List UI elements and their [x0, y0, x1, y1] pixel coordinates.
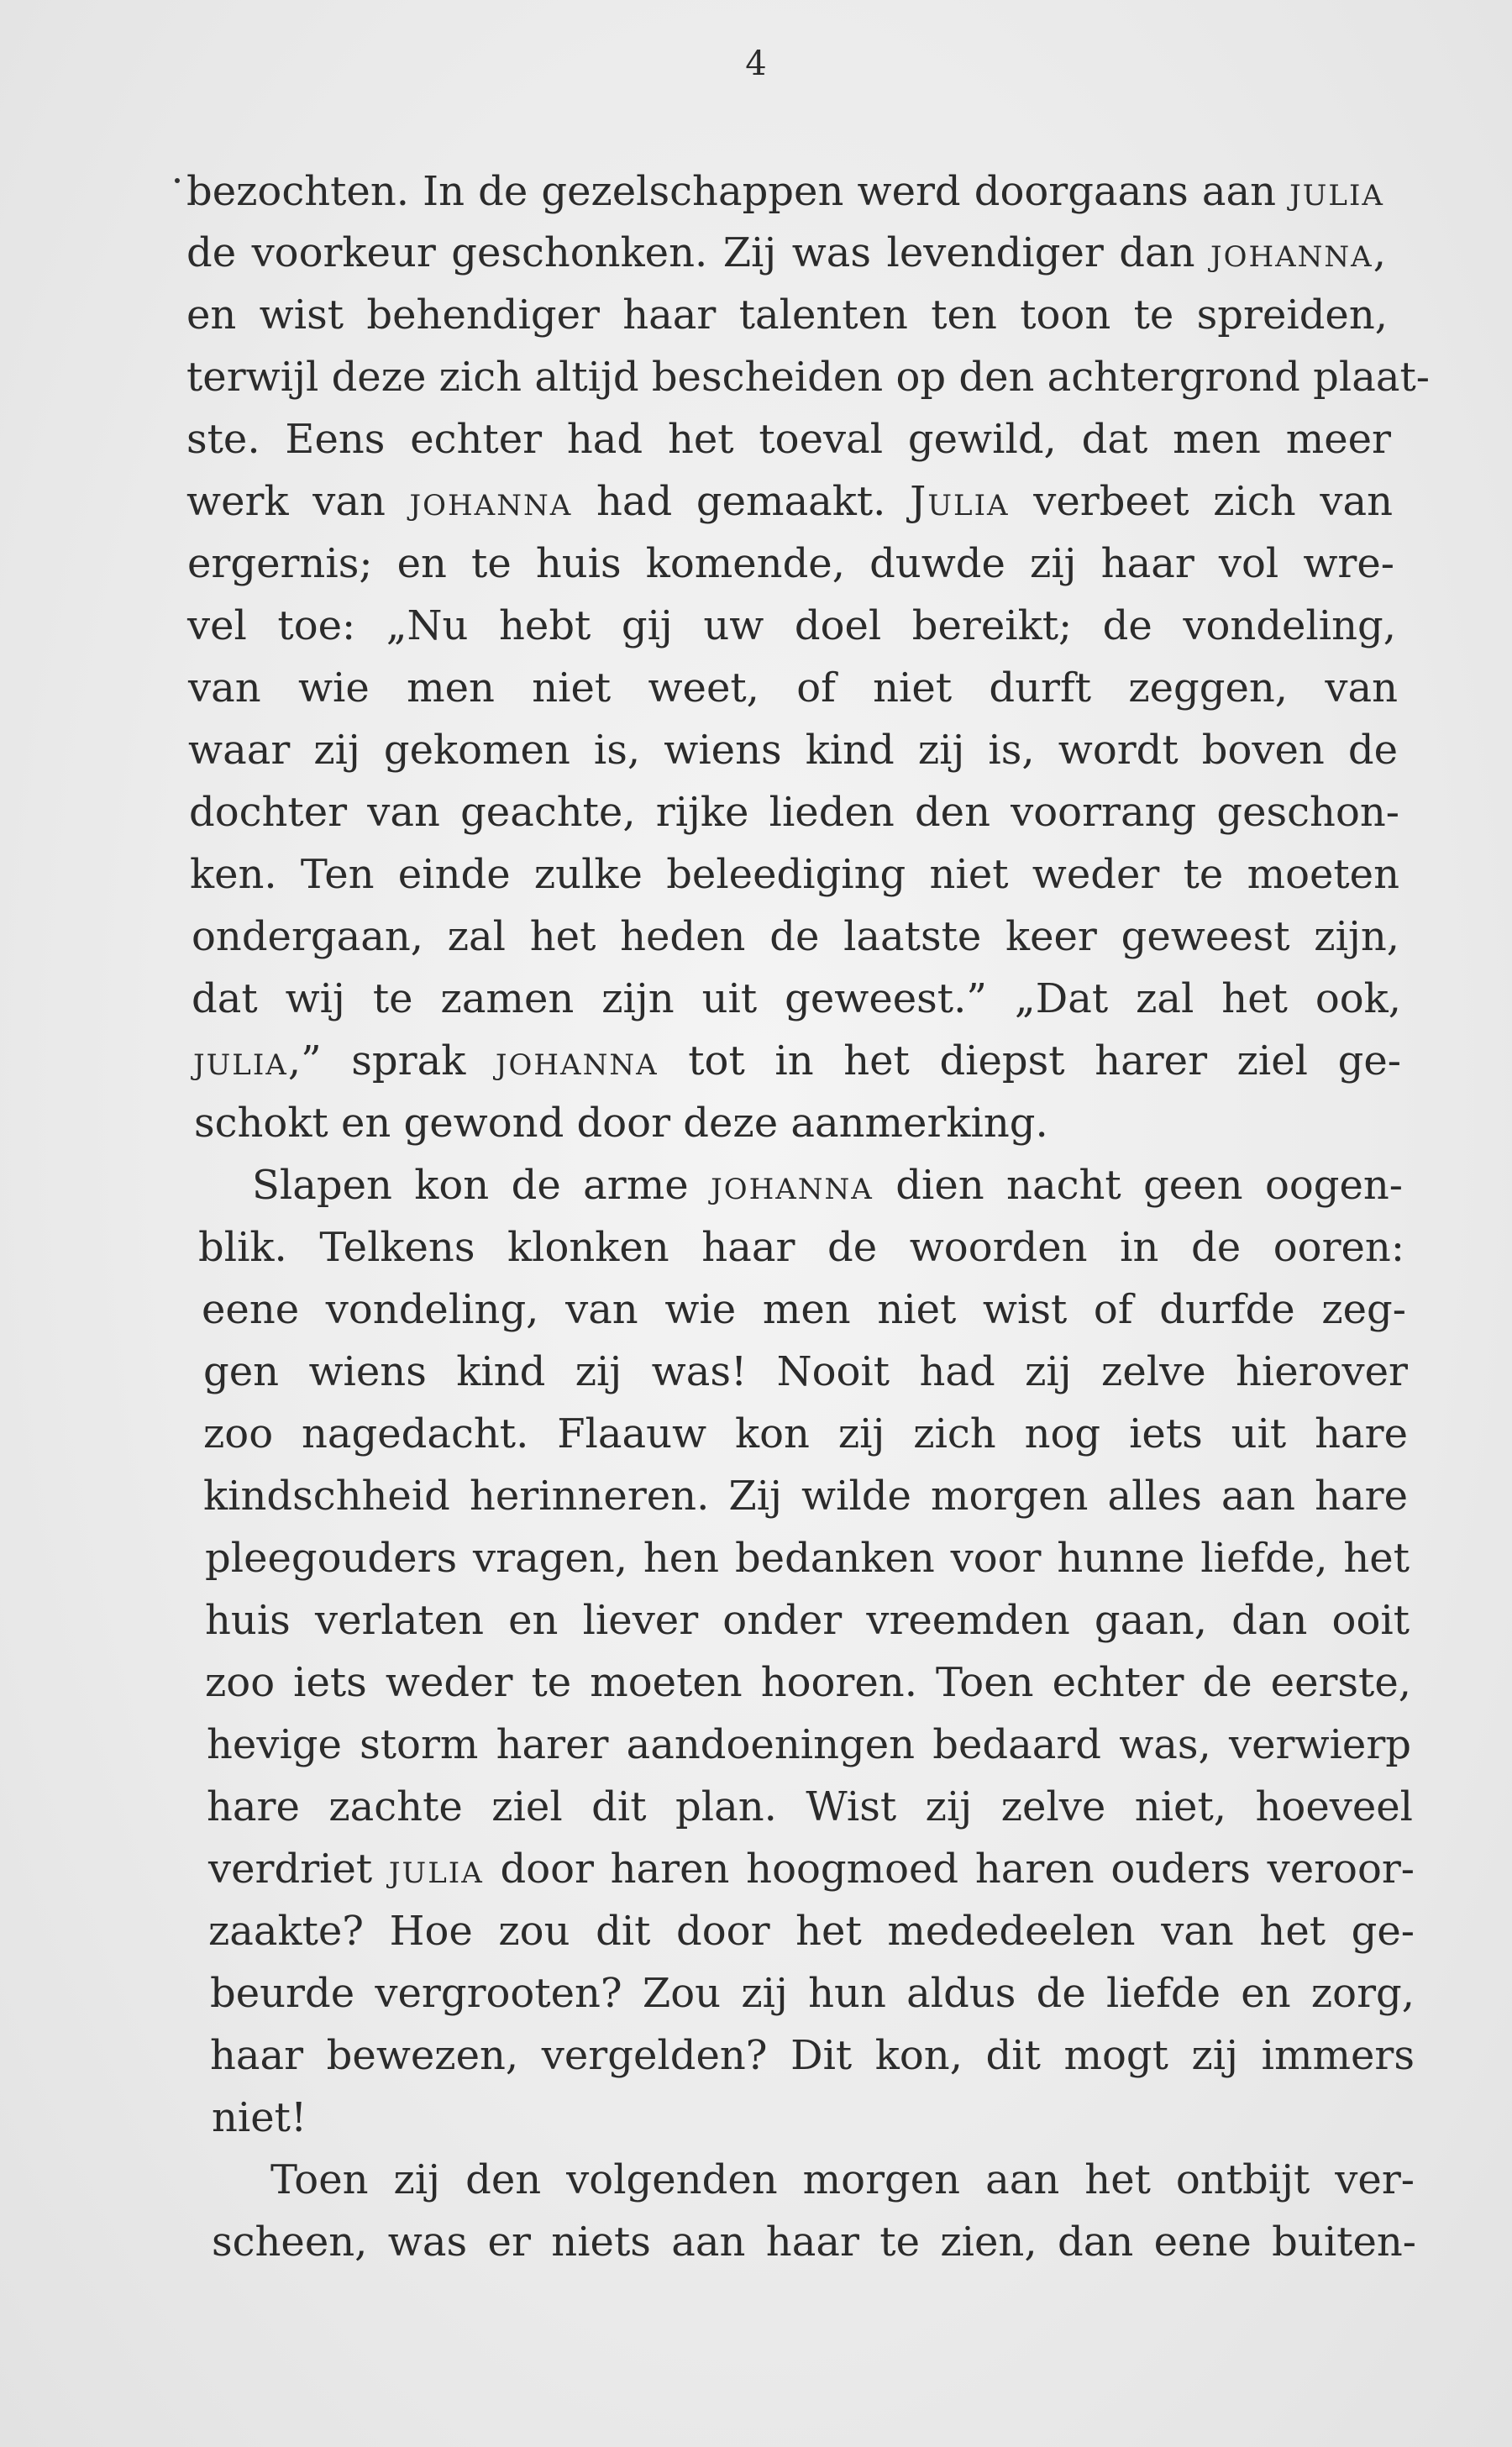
text-run: beurde vergrooten? Zou zij hun aldus de liefde en zorg,	[210, 1970, 1415, 2017]
text-run: Toen zij den volgenden morgen aan het ontbijt ver-	[270, 2156, 1415, 2203]
name-small-caps: johanna	[495, 1037, 659, 1084]
name-small-caps: Julia	[910, 478, 1010, 525]
text-line	[210, 1964, 1415, 2023]
text-run: gen wiens kind zij was! Nooit had zij zelve hierover	[203, 1348, 1408, 1395]
text-line	[208, 1840, 1415, 1898]
text-line	[187, 596, 1396, 655]
text-line	[187, 534, 1394, 593]
text-run: verdriet	[208, 1846, 389, 1893]
text-run: ken. Ten einde zulke beleediging niet weder te moeten	[190, 851, 1399, 898]
text-line	[203, 1405, 1408, 1463]
text-run: waar zij gekomen is, wiens kind zij is, wordt boven de	[188, 727, 1398, 774]
text-line	[205, 1653, 1411, 1712]
text-line	[205, 1591, 1410, 1650]
text-line	[192, 969, 1401, 1028]
name-small-caps: johanna	[409, 478, 573, 525]
text-line	[198, 1218, 1404, 1277]
text-line	[270, 2150, 1415, 2209]
text-run: hare zachte ziel dit plan. Wist zij zelve niet, hoeveel	[207, 1783, 1413, 1830]
text-run: had gemaakt.	[572, 478, 911, 525]
text-run: kindschheid herinneren. Zij wilde morgen alles aan hare	[203, 1473, 1408, 1520]
text-line	[189, 783, 1399, 842]
text-line	[186, 162, 1384, 221]
text-line	[194, 1094, 1067, 1153]
text-run: Slapen kon de arme	[252, 1162, 711, 1209]
text-line	[188, 659, 1398, 717]
text-line	[208, 1902, 1415, 1961]
name-small-caps: johanna	[1210, 229, 1373, 276]
text-line	[207, 1715, 1411, 1774]
text-line	[186, 348, 1430, 407]
text-line	[190, 845, 1399, 904]
text-line	[205, 1529, 1410, 1588]
text-line	[202, 1280, 1406, 1339]
text-line	[207, 1777, 1413, 1836]
text-line	[186, 286, 1388, 344]
text-run: ,	[1373, 229, 1386, 276]
text-line	[188, 721, 1398, 780]
text-run: zoo iets weder te moeten hooren. Toen echter de eerste,	[205, 1659, 1411, 1706]
text-run: ste. Eens echter had het toeval gewild, dat men meer	[186, 416, 1391, 463]
text-line	[212, 2088, 353, 2147]
text-line	[203, 1342, 1408, 1401]
text-line	[186, 410, 1391, 469]
text-line	[210, 2026, 1415, 2085]
text-run: bezochten. In de gezelschappen werd doorgaans aan	[186, 168, 1290, 215]
ink-speck	[175, 178, 180, 183]
text-run: zaakte? Hoe zou dit door het mededeelen van het ge-	[208, 1908, 1415, 1955]
text-run: door haren hoogmoed haren ouders veroor-	[483, 1846, 1415, 1893]
text-run: ondergaan, zal het heden de laatste keer geweest zijn,	[192, 913, 1399, 960]
text-run: zoo nagedacht. Flaauw kon zij zich nog iets uit hare	[203, 1410, 1408, 1457]
text-line	[186, 472, 1393, 531]
text-run: schokt en gewond door deze aanmerking.	[194, 1100, 1048, 1147]
text-line	[186, 223, 1386, 282]
text-line	[192, 907, 1399, 966]
text-line	[203, 1467, 1408, 1525]
text-run: niet!	[212, 2094, 307, 2141]
text-run: haar bewezen, vergelden? Dit kon, dit mogt zij immers	[210, 2032, 1415, 2079]
text-run: terwijl deze zich altijd bescheiden op den achtergrond plaat-	[186, 354, 1430, 401]
text-run: tot in het diepst harer ziel ge-	[658, 1037, 1401, 1084]
name-small-caps: julia	[388, 1846, 484, 1893]
name-small-caps: johanna	[711, 1162, 874, 1209]
text-run: van wie men niet weet, of niet durft zeggen, van	[188, 664, 1398, 712]
text-run: scheen, was er niets aan haar te zien, dan eene buiten-	[212, 2219, 1416, 2266]
text-run: verbeet zich van	[1009, 478, 1393, 525]
text-run: hevige storm harer aandoeningen bedaard was, verwierp	[207, 1721, 1411, 1768]
text-run: de voorkeur geschonken. Zij was levendiger dan	[186, 229, 1210, 276]
text-run: dien nacht geen oogen-	[873, 1162, 1403, 1209]
page-number: 4	[745, 45, 767, 83]
text-run: werk van	[186, 478, 410, 525]
name-small-caps: julia	[193, 1037, 288, 1084]
text-run: dat wij te zamen zijn uit geweest.” „Dat zal het ook,	[192, 975, 1401, 1022]
text-run: ,” sprak	[287, 1037, 496, 1084]
text-line	[252, 1156, 1403, 1215]
text-run: vel toe: „Nu hebt gij uw doel bereikt; de vondeling,	[187, 602, 1396, 649]
text-line	[193, 1032, 1401, 1090]
text-run: ergernis; en te huis komende, duwde zij haar vol wre-	[187, 540, 1394, 587]
text-run: huis verlaten en liever onder vreemden gaan, dan ooit	[205, 1597, 1410, 1644]
text-run: pleegouders vragen, hen bedanken voor hunne liefde, het	[205, 1535, 1410, 1582]
text-run: dochter van geachte, rijke lieden den voorrang geschon-	[189, 789, 1399, 836]
text-run: en wist behendiger haar talenten ten toon te spreiden,	[186, 291, 1388, 339]
text-run: blik. Telkens klonken haar de woorden in de ooren:	[198, 1224, 1404, 1271]
name-small-caps: julia	[1289, 168, 1384, 215]
text-line	[212, 2213, 1416, 2271]
text-run: eene vondeling, van wie men niet wist of durfde zeg-	[202, 1286, 1406, 1333]
